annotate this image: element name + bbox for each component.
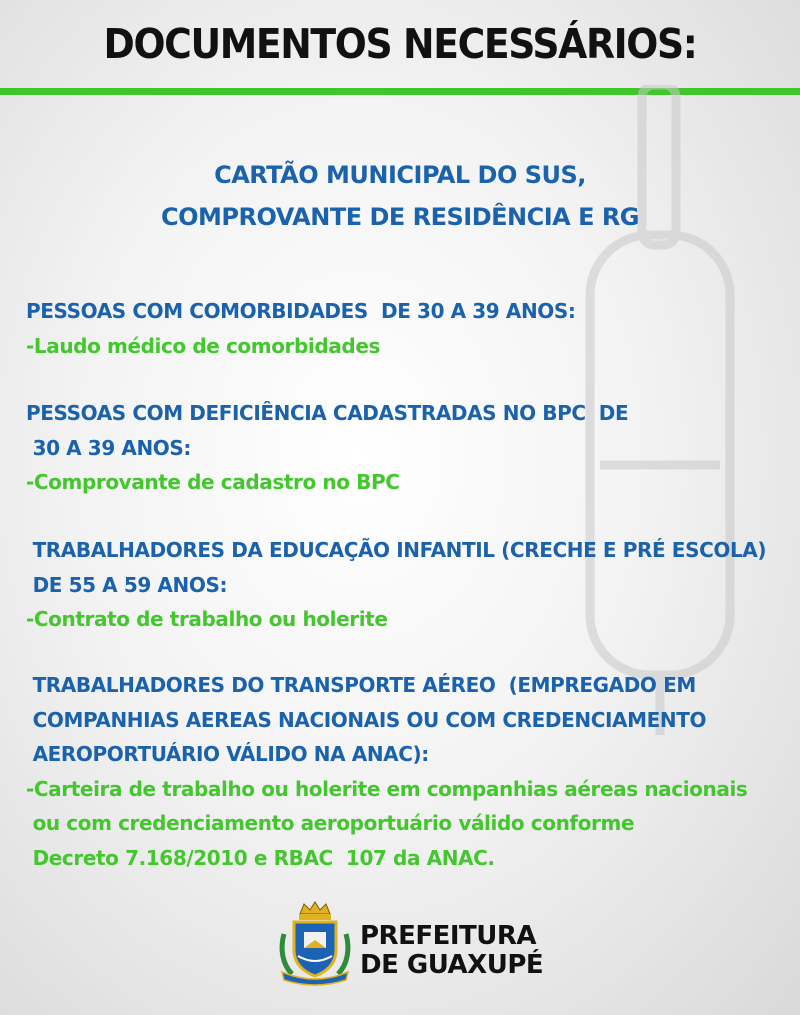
section-requirement: -Comprovante de cadastro no BPC <box>26 470 400 494</box>
guaxupe-coat-of-arms-icon <box>274 900 356 986</box>
section-disability-bpc <box>26 396 796 500</box>
city-hall-line: PREFEITURA <box>360 921 537 951</box>
section-requirement: -Laudo médico de comorbidades <box>26 333 380 358</box>
section-requirement: -Contrato de trabalho ou holerite <box>26 607 388 631</box>
city-hall-name <box>360 922 543 980</box>
section-early-education <box>26 533 796 637</box>
section-heading: COMPANHIAS AEREAS NACIONAIS OU COM CREDENCIAMENTO <box>26 707 707 732</box>
section-air-transport <box>26 668 796 875</box>
section-heading: AEROPORTUÁRIO VÁLIDO NA ANAC): <box>26 742 429 766</box>
section-requirement: ou com credenciamento aeroportuário válido conforme <box>26 811 635 835</box>
city-hall-line: DE GUAXUPÉ <box>360 950 544 980</box>
section-requirement: -Carteira de trabalho ou holerite em companhias aéreas nacionais <box>26 776 748 801</box>
page-title: DOCUMENTOS NECESSÁRIOS: <box>103 20 697 68</box>
section-heading: TRABALHADORES DA EDUCAÇÃO INFANTIL (CRECHE E PRÉ ESCOLA) <box>26 538 767 562</box>
section-heading: 30 A 39 ANOS: <box>26 435 192 460</box>
section-comorbidities <box>26 294 796 363</box>
section-heading: TRABALHADORES DO TRANSPORTE AÉREO (EMPREGADO EM <box>26 673 696 697</box>
required-documents <box>0 154 800 238</box>
section-requirement: Decreto 7.168/2010 e RBAC 107 da ANAC. <box>26 845 495 870</box>
subtitle-line: COMPROVANTE DE RESIDÊNCIA E RG <box>160 203 640 231</box>
section-heading: DE 55 A 59 ANOS: <box>26 572 228 597</box>
section-heading: PESSOAS COM COMORBIDADES DE 30 A 39 ANOS: <box>26 299 576 323</box>
subtitle-line: CARTÃO MUNICIPAL DO SUS, <box>214 161 586 189</box>
section-heading: PESSOAS COM DEFICIÊNCIA CADASTRADAS NO BPC DE <box>26 401 629 425</box>
